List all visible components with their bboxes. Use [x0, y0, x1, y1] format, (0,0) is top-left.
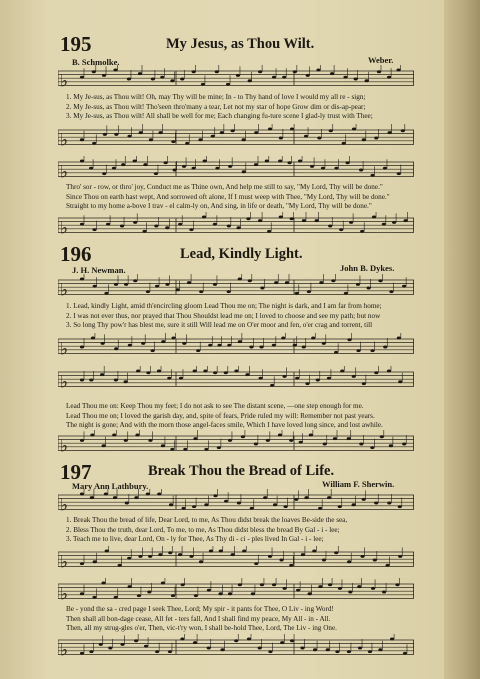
- music-staff: [58, 333, 414, 361]
- page-binding-edge: [444, 0, 480, 679]
- verse-line: 3. Teach me to live, dear Lord, On - ly for Thee, As Thy di - ci - ples lived In Gal - i - lee;: [66, 535, 324, 544]
- hymn-author: J. H. Newman.: [72, 265, 126, 275]
- verse-line: 3. My Je-sus, as Thou wilt! All shall be well for me; Each changing fu-ture scene I glad-ly trust with Thee;: [66, 112, 373, 121]
- verse-line: Lead Thou me on: Keep Thou my feet; I do not ask to see The distant scene, —one step enough for me.: [66, 402, 364, 410]
- music-staff: [58, 546, 414, 574]
- svg-text:♭: ♭: [60, 71, 69, 92]
- verse-line: 2. I was not ever thus, nor prayed that Thou Shouldst lead me on; I loved to choose and see my path; but now: [66, 311, 381, 320]
- hymn-author: B. Schmolke.: [72, 57, 120, 67]
- hymn-verses-first-half: [66, 93, 414, 122]
- svg-text:♭: ♭: [60, 495, 69, 516]
- svg-text:♭: ♭: [60, 280, 69, 301]
- verse-line: 1. Break Thou the bread of life, Dear Lord, to me, As Thou didst break the loaves Be-side the sea,: [66, 516, 348, 524]
- hymn-title: Break Thou the Bread of Life.: [148, 463, 335, 479]
- music-staff: [58, 634, 414, 662]
- staff-lines: [58, 156, 414, 184]
- staff-lines: [58, 578, 414, 606]
- verse-line: Straight to my home a-bove I trav - el calm-ly on, And sing, in life or death, "My Lord, Thy will be done.": [66, 202, 372, 211]
- hymn-verses-second-half: [66, 183, 414, 212]
- svg-text:♭: ♭: [60, 162, 69, 183]
- verse-line: 2. Bless Thou the truth, dear Lord, To me, to me, As Thou didst bless the bread By Gal - i - lee;: [66, 525, 340, 534]
- music-staff: [58, 65, 414, 93]
- svg-text:♭: ♭: [60, 584, 69, 605]
- hymn-verses-second-half: [66, 605, 414, 634]
- svg-text:♭: ♭: [60, 552, 69, 573]
- music-staff: [58, 366, 414, 394]
- music-staff: [58, 212, 414, 240]
- staff-lines: [58, 212, 414, 240]
- verse-line: Lead Thou me on; I loved the garish day, and, spite of fears, Pride ruled my will: Remember not past years.: [66, 411, 375, 420]
- verse-line: Then shall all bon-dage cease, All fet - ters fall, And I shall find my peace, My All - in - All.: [66, 614, 331, 623]
- svg-text:♭: ♭: [60, 640, 69, 661]
- staff-lines: [58, 634, 414, 662]
- verse-line: Then, all my strug-gles o'er, Then, vic-t'ry won, I shall be-hold Thee, Lord, The Liv - ing One.: [66, 624, 337, 633]
- hymn-title: My Jesus, as Thou Wilt.: [166, 36, 315, 52]
- staff-lines: [58, 65, 414, 93]
- verse-line: 3. So long Thy pow'r has blest me, sure it still Will lead me on O'er moor and fen, o'er crag and torrent, till: [66, 321, 373, 330]
- svg-text:♭: ♭: [60, 436, 69, 457]
- music-staff: [58, 430, 414, 458]
- verse-line: 2. My Je-sus, as Thou wilt! Tho'seen thro'many a tear, Let not my star of hope Grow dim or dis-ap-pear;: [66, 102, 366, 111]
- hymn-number: 197: [60, 460, 92, 484]
- hymn-verses-first-half: [66, 516, 414, 545]
- music-staff: [58, 274, 414, 302]
- staff-lines: [58, 124, 414, 152]
- verse-line: The night is gone; And with the morn those angel-faces smile, Which I have loved long since, and lost awhile.: [66, 421, 383, 430]
- svg-text:♭: ♭: [60, 339, 69, 360]
- hymn-composer: John B. Dykes.: [340, 263, 395, 273]
- music-staff: [58, 489, 414, 517]
- svg-text:♭: ♭: [60, 218, 69, 239]
- staff-lines: [58, 489, 414, 517]
- hymn-title: Lead, Kindly Light.: [180, 246, 303, 262]
- hymn-verses-second-half: [66, 402, 414, 431]
- verse-line: Since Thou on earth hast wept, And sorrowed oft alone, If I must weep with Thee, "My Lord, Thy will be done.": [66, 192, 390, 201]
- staff-lines: [58, 274, 414, 302]
- staff-lines: [58, 430, 414, 458]
- staff-lines: [58, 366, 414, 394]
- svg-text:♭: ♭: [60, 130, 69, 151]
- hymn-composer: Weber.: [368, 55, 394, 65]
- hymn-number: 195: [60, 32, 92, 56]
- svg-text:♭: ♭: [60, 372, 69, 393]
- staff-lines: [58, 333, 414, 361]
- music-staff: [58, 578, 414, 606]
- hymn-verses-first-half: [66, 302, 414, 331]
- music-staff: [58, 156, 414, 184]
- hymn-composer: William F. Sherwin.: [322, 479, 395, 489]
- hymn-author: Mary Ann Lathbury.: [72, 481, 149, 491]
- staff-lines: [58, 546, 414, 574]
- music-staff: [58, 124, 414, 152]
- verse-line: Thro' sor - row, or thro' joy, Conduct me as Thine own, And help me still to say, "My Lord, Thy will be done.": [66, 183, 383, 191]
- verse-line: Be - yond the sa - cred page I seek Thee, Lord; My spir - it pants for Thee, O Liv - ing Word!: [66, 605, 334, 613]
- hymn-number: 196: [60, 242, 92, 266]
- verse-line: 1. Lead, kindly Light, amid th'encircling gloom Lead Thou me on; The night is dark, and I am far from home;: [66, 302, 382, 310]
- verse-line: 1. My Je-sus, as Thou wilt! Oh, may Thy will be mine; In - to Thy hand of love I would my all re - sign;: [66, 93, 366, 101]
